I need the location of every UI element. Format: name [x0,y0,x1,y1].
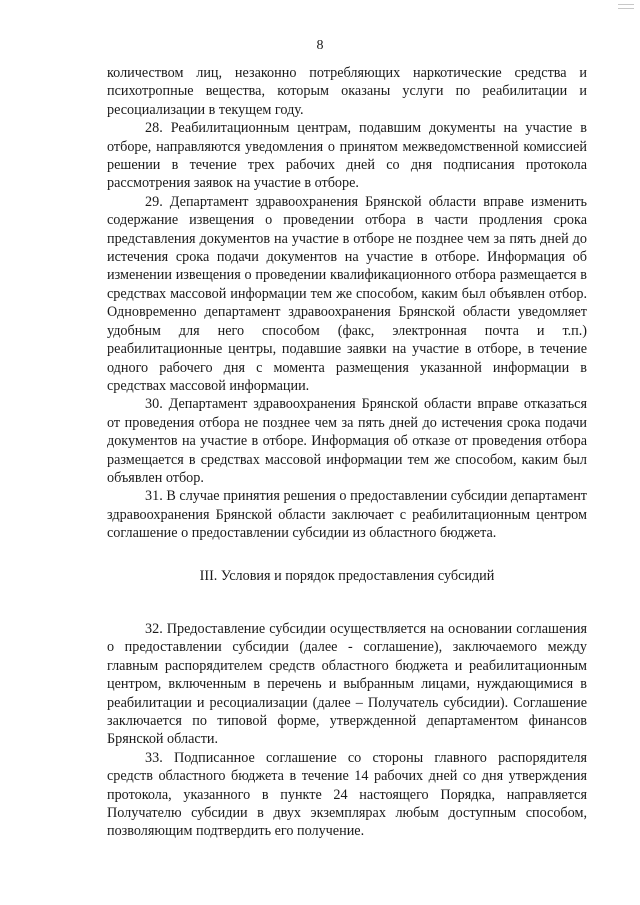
section-heading: III. Условия и порядок предоставления субсидий [199,567,495,584]
paragraph-31: 31. В случае принятия решения о предоставлении субсидии департамент здравоохранения Брянской области заключает с реабилитационным центром соглашение о предоставлении субсидии из областного бюджета. [107,488,587,542]
paragraph-30: 30. Департамент здравоохранения Брянской области вправе отказаться от проведения отбора не позднее чем за пять дней до истечения срока подачи документов на участие в отборе. Информация об отказе от проведения отбора размещается в средствах массовой информации тем же способом, каким был объявлен отбор. [107,396,587,486]
paragraph-32: 32. Предоставление субсидии осуществляется на основании соглашения о предоставлении субсидии (далее - соглашение), заключаемого между главным распорядителем средств областного бюджета и реабилитационным центром, включенным в перечень и выбранным лицами, нуждающимися в реабилитации и ресоциализации (далее – Получатель субсидии). Соглашение заключается по типовой форме, утвержденной департаментом финансов Брянской области. [107,620,587,748]
paragraph-29: 29. Департамент здравоохранения Брянской области вправе изменить содержание извещения о проведении отбора в части продления срока представления документов на участие в отборе не позднее чем за пять дней до истечения срока подачи документов на участие в отборе. Информация об изменении извещения о проведении квалификационного отбора размещается в средствах массовой информации тем же способом, каким был объявлен отбор. Одновременно департамент здравоохранения Брянской области уведомляет удобным для него способом (факс, электронная почта и т.п.) реабилитационные центры, подавшие заявки на участие в отборе, в течение одного рабочего дня с момента размещения указанной информации в средствах массовой информации. [107,193,587,394]
paragraph-33: 33. Подписанное соглашение со стороны главного распорядителя средств областного бюджета в течение 14 рабочих дней со дня утверждения протокола, указанного в пункте 24 настоящего Порядка, направляется Получателю субсидии в двух экземплярах любым доступным способом, позволяющим подтвердить его получение. [107,749,587,840]
document-body [107,64,587,841]
scan-corner-mark [618,4,634,12]
paragraph-28: 28. Реабилитационным центрам, подавшим документы на участие в отборе, направляются уведомления о принятом межведомственной комиссией решении в течение трех рабочих дней со дня подписания протокола рассмотрения заявок на участие в отборе. [107,120,587,192]
page-number: 8 [316,38,324,53]
paragraph-continuation: количеством лиц, незаконно потребляющих наркотические средства и психотропные вещества, которым оказаны услуги по реабилитации и ресоциализации в текущем году. [107,65,587,118]
